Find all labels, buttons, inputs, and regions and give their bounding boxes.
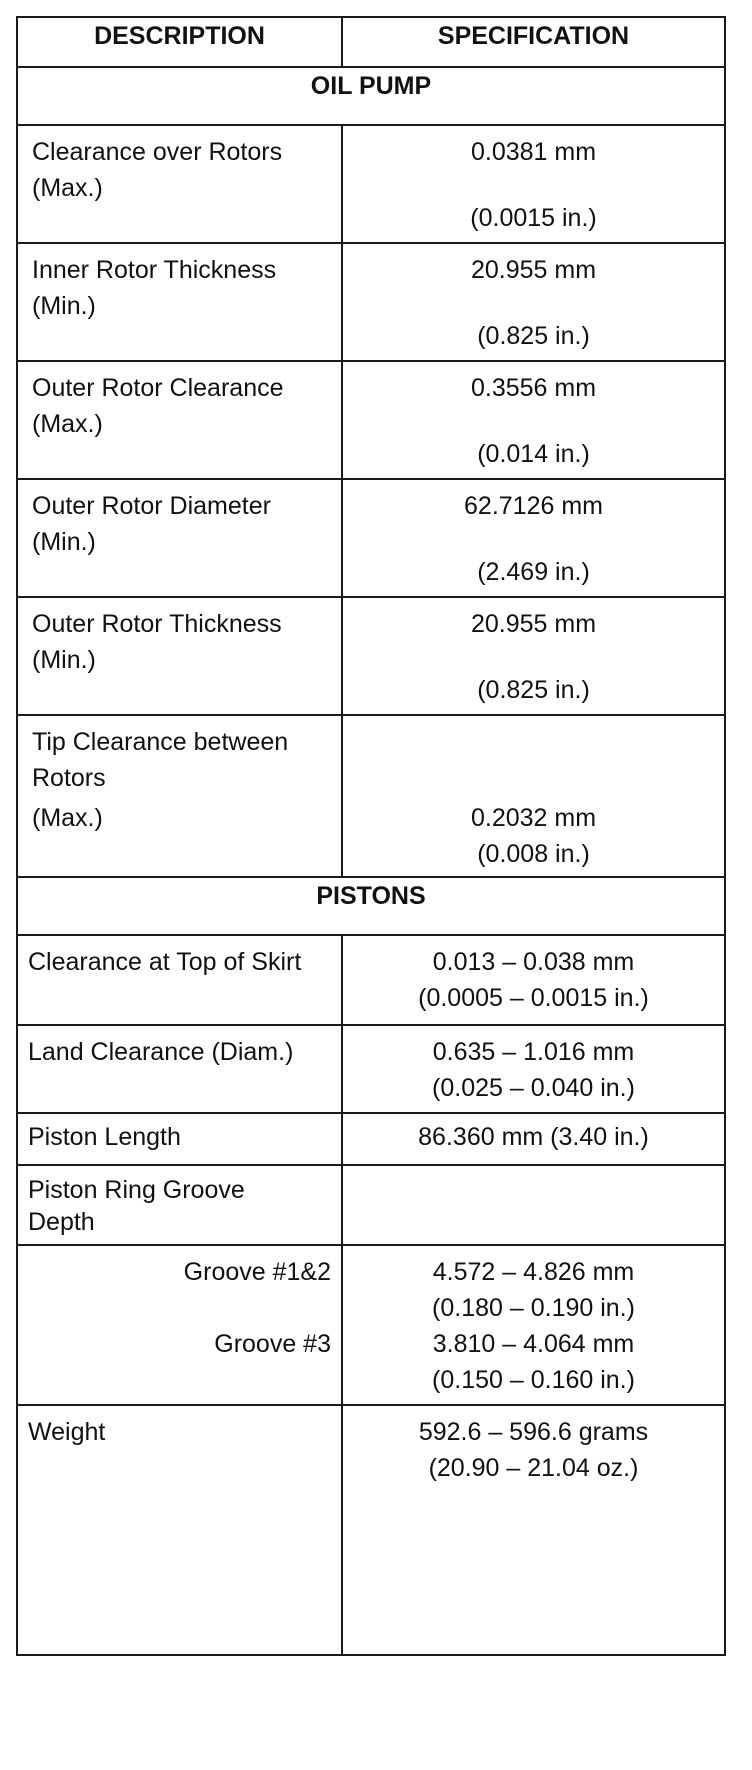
imperial-value: (0.0015 in.) <box>470 204 597 232</box>
description-line: Outer Rotor Thickness <box>32 610 282 638</box>
table-row <box>17 1025 725 1113</box>
description-cell <box>17 597 342 715</box>
header-row <box>17 17 725 67</box>
description-line: (Max.) <box>32 174 103 202</box>
description-line: Piston Ring Groove <box>28 1176 245 1204</box>
description-line: Tip Clearance between <box>32 728 289 756</box>
specification-cell <box>342 597 725 715</box>
specification-cell <box>342 361 725 479</box>
specification-cell <box>342 715 725 877</box>
table-row <box>17 715 725 877</box>
table-row <box>17 1113 725 1165</box>
description-line: (Min.) <box>32 646 96 674</box>
specification-cell <box>342 243 725 361</box>
description-line: Groove #1&2 <box>183 1258 331 1286</box>
specification-cell <box>342 479 725 597</box>
header-description: DESCRIPTION <box>17 17 342 67</box>
description-line: Outer Rotor Clearance <box>32 374 284 402</box>
imperial-value: (2.469 in.) <box>477 558 590 586</box>
description-line: (Min.) <box>32 528 96 556</box>
metric-value: 20.955 mm <box>470 256 597 284</box>
table-row <box>17 479 725 597</box>
table-row <box>17 1405 725 1655</box>
description-cell <box>17 715 342 877</box>
metric-value: 592.6 – 596.6 grams <box>418 1418 649 1446</box>
table-row <box>17 243 725 361</box>
section-title-pistons: PISTONS <box>17 877 725 935</box>
description-cell <box>17 125 342 243</box>
specification-cell <box>342 1165 725 1245</box>
spec-table <box>16 16 726 1656</box>
description-line: Groove #3 <box>214 1330 331 1358</box>
section-row <box>17 877 725 935</box>
specification-cell <box>342 935 725 1025</box>
description-cell <box>17 1165 342 1245</box>
description-line: Inner Rotor Thickness <box>32 256 277 284</box>
imperial-value: (0.825 in.) <box>477 676 590 704</box>
table-row <box>17 1245 725 1405</box>
metric-value: 4.572 – 4.826 mm <box>432 1258 635 1286</box>
section-row <box>17 67 725 125</box>
description-line: (Min.) <box>32 292 96 320</box>
description-line: Outer Rotor Diameter <box>32 492 271 520</box>
table-row <box>17 1165 725 1245</box>
imperial-value: (0.025 – 0.040 in.) <box>432 1074 635 1102</box>
imperial-value: (0.180 – 0.190 in.) <box>432 1294 635 1322</box>
metric-value: 62.7126 mm <box>464 492 603 520</box>
specification-cell: 86.360 mm (3.40 in.) <box>342 1113 725 1165</box>
table-row <box>17 361 725 479</box>
description-cell: Piston Length <box>17 1113 342 1165</box>
specification-cell <box>342 1025 725 1113</box>
description-cell: Weight <box>17 1405 342 1655</box>
table-row <box>17 125 725 243</box>
specification-cell <box>342 1405 725 1655</box>
description-line: (Max.) <box>32 410 103 438</box>
section-title-oil-pump: OIL PUMP <box>17 67 725 125</box>
table-row <box>17 597 725 715</box>
imperial-value: (20.90 – 21.04 oz.) <box>428 1454 639 1482</box>
description-line: Clearance over Rotors <box>32 138 283 166</box>
metric-value: 3.810 – 4.064 mm <box>432 1330 635 1358</box>
imperial-value: (0.150 – 0.160 in.) <box>432 1366 635 1394</box>
header-specification: SPECIFICATION <box>342 17 725 67</box>
metric-value: 0.635 – 1.016 mm <box>432 1038 635 1066</box>
metric-value: 0.013 – 0.038 mm <box>432 948 635 976</box>
description-line: Rotors <box>32 764 106 792</box>
metric-value: 0.0381 mm <box>470 138 597 166</box>
description-cell <box>17 479 342 597</box>
metric-value: 0.3556 mm <box>470 374 597 402</box>
description-cell: Clearance at Top of Skirt <box>17 935 342 1025</box>
imperial-value: (0.014 in.) <box>477 440 590 468</box>
table-row <box>17 935 725 1025</box>
imperial-value: (0.008 in.) <box>477 840 590 868</box>
description-cell <box>17 1245 342 1405</box>
metric-value: 20.955 mm <box>470 610 597 638</box>
specification-cell <box>342 1245 725 1405</box>
description-line: (Max.) <box>32 804 103 832</box>
description-line: Depth <box>28 1208 95 1236</box>
metric-value: 0.2032 mm <box>470 804 597 832</box>
imperial-value: (0.825 in.) <box>477 322 590 350</box>
specification-cell <box>342 125 725 243</box>
description-cell: Land Clearance (Diam.) <box>17 1025 342 1113</box>
description-cell <box>17 361 342 479</box>
imperial-value: (0.0005 – 0.0015 in.) <box>418 984 649 1012</box>
description-cell <box>17 243 342 361</box>
